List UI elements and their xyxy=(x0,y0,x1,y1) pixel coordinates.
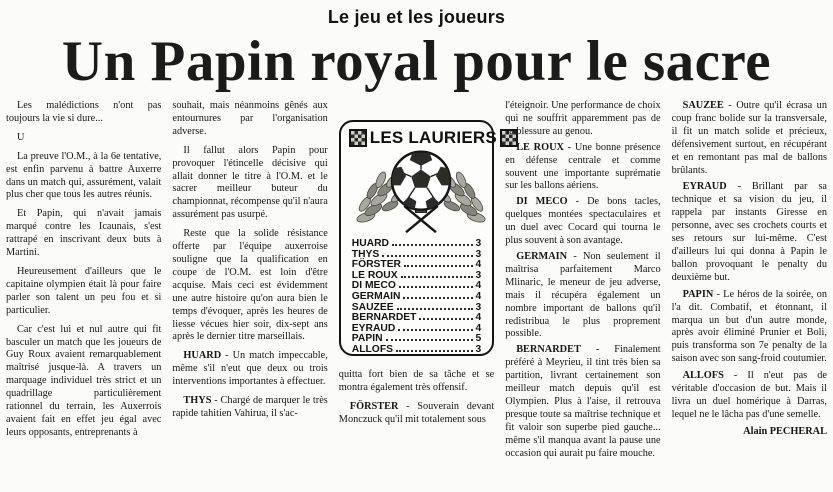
paragraph: souhait, mais néanmoins gênés aux entournures par l'organisation adverse. xyxy=(172,100,328,137)
player-name: BERNARDET xyxy=(516,344,581,356)
laurels-header xyxy=(349,128,497,148)
rating-row xyxy=(352,239,481,250)
column-1 xyxy=(6,100,161,464)
dotted-leader-icon xyxy=(401,276,474,278)
paragraph: Heureusement d'ailleurs que le capitaine olympien était là pour faire parler son talent un peu fou et si particulier. xyxy=(6,265,162,316)
rating-score: 4 xyxy=(475,290,482,302)
player-name: FÖRSTER xyxy=(349,400,399,412)
paragraph: FÖRSTER - Souverain devant Monczuck qu'il mit totalement sous xyxy=(338,400,495,425)
paragraph: ALLOFS - Il n'eut pas de véritable d'occasion de but. Mais il livra un duel homérique à Darras, lequel ne le lâcha pas d'une semelle. xyxy=(671,370,827,420)
dotted-leader-icon xyxy=(403,297,473,299)
rating-player: THYS xyxy=(351,248,380,260)
paragraph: l'éteignoir. Une performance de choix qui ne souffrit apparemment pas de sa blessure au genou. xyxy=(505,100,661,137)
column-4 xyxy=(505,100,660,464)
rating-player: DI MECO xyxy=(351,280,396,292)
rating-score: 3 xyxy=(475,301,482,313)
rating-score: 4 xyxy=(475,280,482,292)
player-name: ALLOFS xyxy=(682,370,724,382)
rating-player: SAUZEE xyxy=(351,301,394,313)
column-3 xyxy=(338,100,497,464)
laurels-title: LES LAURIERS xyxy=(369,128,497,147)
paragraph: THYS - Chargé de marquer le très rapide tahitien Vahirua, il s'ac- xyxy=(172,395,328,419)
dotted-leader-icon xyxy=(392,244,473,246)
column-3-text xyxy=(339,369,494,427)
paragraph: HUARD - Un match impeccable, même s'il n'eut que deux ou trois interventions importantes à effectuer. xyxy=(172,350,328,388)
rating-player: GERMAIN xyxy=(351,290,401,302)
ratings-list xyxy=(349,239,484,356)
paragraph: Car c'est lui et nul autre qui fit basculer un match que les joueurs de Guy Roux avaient remarquablement maîtrisé jusque-là. A travers un marquage individuel très strict et un quadrillage particulièrement rationnel du terrain, les Auxerrois avaient fait en effet jeu égal avec leurs opposants, entreprenants à xyxy=(6,323,162,438)
rating-player: PAPIN xyxy=(351,333,383,345)
rating-score: 5 xyxy=(475,333,482,345)
dotted-leader-icon xyxy=(399,286,474,288)
paragraph: EYRAUD - Brillant par sa technique et sa vision du jeu, il rappela par instants Giresse en personne, avec ses crochets courts et ses retours sur lui-même. C'est d'ailleurs lui qui donna à Papin le ballon provoquant le penalty du deuxième but. xyxy=(671,181,827,283)
rating-score: 3 xyxy=(475,269,482,281)
rating-score: 4 xyxy=(475,322,482,334)
paragraph: BERNARDET - Finalement préféré à Meyrieu, il tint très bien sa partition, livrant certainement son meilleur match depuis qu'il est Olympien. Plus à l'aise, il retrouva presque toute sa maîtrise technique et fit valoir son superbe pied gauche... même s'il manqua avant la pause une occasion qui aurait pu faire mouche. xyxy=(505,344,661,459)
dotted-leader-icon xyxy=(382,255,473,257)
paragraph: Les malédictions n'ont pas toujours la vie si dure... xyxy=(6,100,162,124)
dotted-leader-icon xyxy=(419,318,473,320)
paragraph: Il fallut alors Papin pour provoquer l'étincelle décisive qui allait donner le titre à l'O.M. et le sacrer meilleur buteur du championnat, récompense qu'il n'aura assurément pas usurpé. xyxy=(172,144,328,221)
laurels-box xyxy=(339,120,497,356)
dotted-leader-icon xyxy=(398,329,473,331)
rating-score: 4 xyxy=(475,259,482,271)
player-name: EYRAUD xyxy=(682,181,727,193)
player-name: LE ROUX xyxy=(516,141,564,153)
rating-row xyxy=(352,292,481,303)
paragraph: GERMAIN - Non seulement il maîtrisa parfaitement Marco Mlinaric, le meneur de jeu adverse, mais il récupéra également un nombre important de ballons qu'il redistribua le plus proprement possible. xyxy=(505,250,661,340)
dotted-leader-icon xyxy=(397,308,474,310)
rating-player: BERNARDET xyxy=(351,312,417,324)
paragraph: PAPIN - Le héros de la soirée, on l'a dit. Combatif, et étonnant, il marqua un but d'un autre monde, après avoir éliminé Prunier et Boli, puis transforma son 7e penalty de la saison avec son sang-froid coutumier. xyxy=(671,288,827,365)
checkered-flag-icon xyxy=(349,129,367,147)
paragraph: SAUZEE - Outre qu'il écrasa un coup franc bolide sur la transversale, il fit un match solide et précieux, défensivement surtout, en récupérant et en remontant pas mal de ballons brûlants. xyxy=(671,100,827,176)
rating-player: EYRAUD xyxy=(351,322,396,334)
byline: Alain PECHERAL xyxy=(743,425,827,437)
dotted-leader-icon xyxy=(386,339,474,341)
paragraph: Et Papin, qui n'avait jamais marqué contre les Icaunais, s'est rattrapé en inscrivant deux buts à Martini. xyxy=(6,208,162,259)
player-name: PAPIN xyxy=(682,288,714,300)
rating-row xyxy=(352,345,481,356)
article-columns xyxy=(0,100,833,464)
player-name: THYS xyxy=(183,395,212,407)
paragraph: Reste que la solide résistance offerte par l'équipe auxerroise souligne que la qualification en coupe de l'O.M. est loin d'être acquise. Mais ceci est évidemment une autre histoire qu'on aura bien le temps d'évoquer, après les heures de liesse vécues hier soir, dix-sept ans après le dernier titre marseillais. xyxy=(172,228,328,343)
rating-player: LE ROUX xyxy=(351,269,398,281)
soccer-ball-laurel-wreath-icon xyxy=(349,148,493,234)
paragraph: La preuve l'O.M., à la 6e tentative, est enfin parvenu à battre Auxerre dans un match qui, assurément, valait plus cher que tous les autres réunis. xyxy=(6,150,162,201)
rating-player: ALLOFS xyxy=(351,343,393,355)
dotted-leader-icon xyxy=(396,350,473,352)
dotted-leader-icon xyxy=(404,265,473,267)
rating-player: HUARD xyxy=(351,238,389,249)
rating-player: FÖRSTER xyxy=(351,259,401,271)
paragraph: quitta fort bien de sa tâche et se montra également très offensif. xyxy=(338,369,495,393)
rating-score: 4 xyxy=(475,312,482,324)
kicker: Le jeu et les joueurs xyxy=(327,7,506,27)
player-name: HUARD xyxy=(183,350,222,362)
rating-score: 3 xyxy=(475,343,482,355)
paragraph: U xyxy=(17,131,25,143)
rating-score: 3 xyxy=(475,248,482,260)
paragraph: DI MECO - De bons tacles, quelques montées spectaculaires et un duel avec Cocard qui tourna le plus souvent à son avantage. xyxy=(505,196,661,247)
player-name: GERMAIN xyxy=(516,250,568,262)
player-name: DI MECO xyxy=(516,196,568,208)
paragraph: LE ROUX - Une bonne présence en défense centrale et comme souvent une importante suprématie sur les ballons aériens. xyxy=(505,141,661,192)
headline: Un Papin royal pour le sacre xyxy=(61,30,772,93)
column-5 xyxy=(672,100,827,464)
rating-score: 3 xyxy=(475,238,482,249)
column-2 xyxy=(172,100,327,464)
player-name: SAUZEE xyxy=(682,100,724,111)
